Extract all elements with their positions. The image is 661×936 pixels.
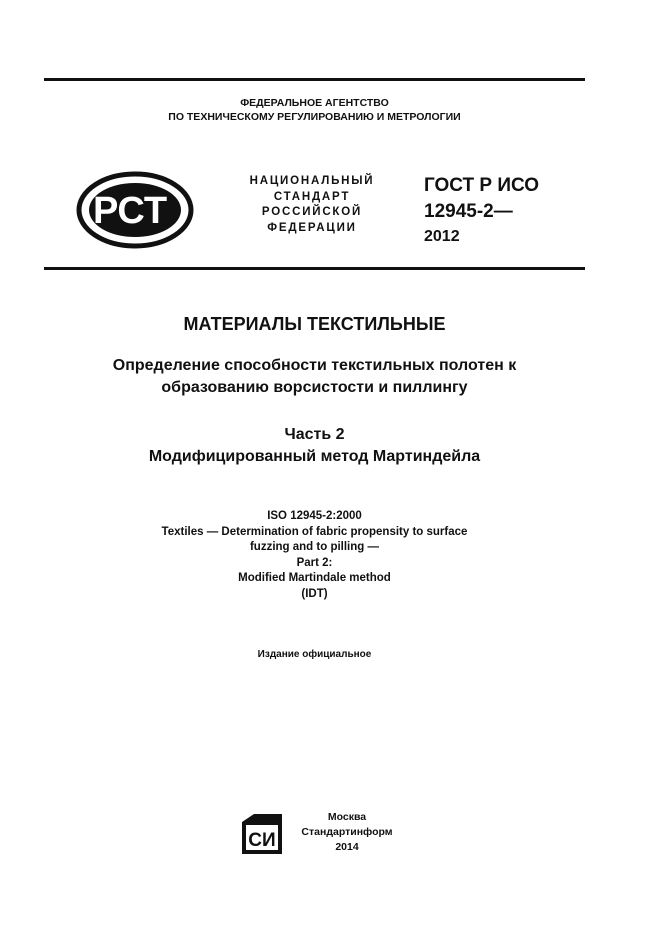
svg-text:СИ: СИ — [248, 830, 276, 851]
national-standard-label — [232, 174, 392, 236]
publisher-city: Москва — [327, 811, 367, 823]
national-line-2: СТАНДАРТ — [273, 190, 351, 203]
designation-line-2: 12945-2— — [424, 201, 513, 222]
designation-year: 2012 — [424, 228, 460, 245]
svg-text:РСТ: РСТ — [92, 190, 168, 232]
subtitle-line-1: Определение способности текстильных полотен к — [112, 357, 517, 374]
agency-header — [44, 96, 585, 124]
designation-line-1: ГОСТ Р ИСО — [424, 175, 540, 196]
standard-designation — [424, 173, 539, 249]
rst-logo-icon — [76, 171, 194, 249]
publisher-year: 2014 — [335, 841, 359, 853]
publisher-block — [292, 810, 402, 855]
edition-label: Издание официальное — [257, 649, 372, 660]
document-title: МАТЕРИАЛЫ ТЕКСТИЛЬНЫЕ — [183, 314, 446, 334]
part-heading — [0, 424, 629, 468]
iso-line-1: ISO 12945-2:2000 — [267, 510, 362, 522]
national-line-1: НАЦИОНАЛЬНЫЙ — [249, 175, 375, 187]
iso-line-4: Part 2: — [296, 556, 333, 569]
iso-line-6: (IDT) — [301, 587, 328, 600]
top-rule — [44, 78, 585, 81]
national-line-4: ФЕДЕРАЦИИ — [267, 221, 357, 234]
middle-rule — [44, 267, 585, 270]
iso-reference — [0, 509, 629, 602]
part-name: Модифицированный метод Мартиндейла — [148, 448, 481, 465]
iso-line-2: Textiles — Determination of fabric propensity to surface — [161, 525, 468, 538]
agency-line-2: ПО ТЕХНИЧЕСКОМУ РЕГУЛИРОВАНИЮ И МЕТРОЛОГИИ — [168, 111, 461, 123]
part-number: Часть 2 — [284, 426, 345, 443]
subtitle-line-2: образованию ворсистости и пиллингу — [161, 379, 468, 396]
iso-line-3: fuzzing and to pilling — — [249, 541, 380, 553]
agency-line-1: ФЕДЕРАЛЬНОЕ АГЕНТСТВО — [240, 97, 389, 109]
document-subtitle — [0, 355, 629, 399]
publisher-name: Стандартинформ — [301, 826, 393, 838]
standartinform-logo-icon — [240, 812, 284, 856]
national-line-3: РОССИЙСКОЙ — [261, 206, 363, 218]
iso-line-5: Modified Martindale method — [238, 572, 391, 584]
